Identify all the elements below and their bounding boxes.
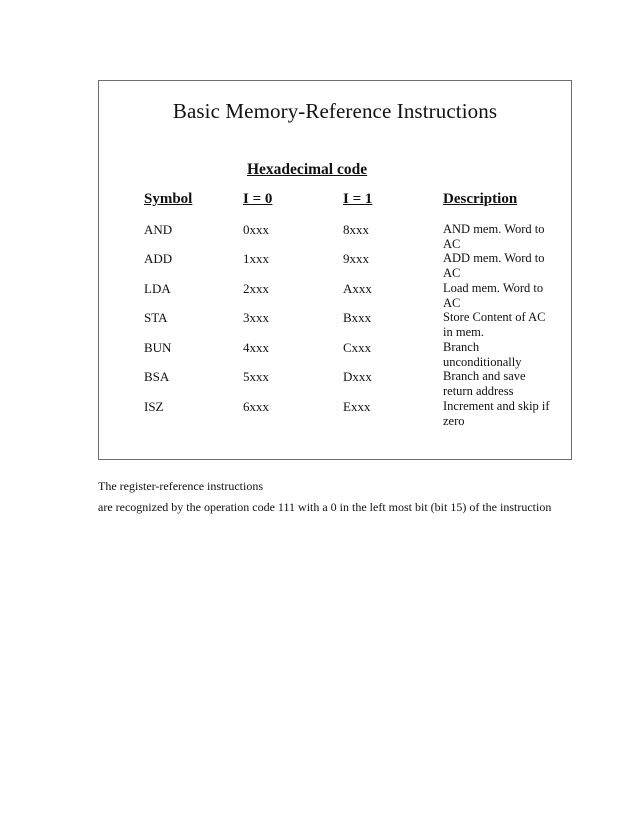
cell-symbol: LDA <box>144 281 171 296</box>
cell-symbol: AND <box>144 222 173 237</box>
hexadecimal-code-header: Hexadecimal code <box>247 161 368 178</box>
cell-description: Branch unconditionally <box>443 340 522 369</box>
column-header-symbol: Symbol <box>144 191 193 207</box>
cell-i1: 9xxx <box>343 251 369 266</box>
column-header-i0: I = 0 <box>243 191 273 207</box>
cell-i0: 3xxx <box>243 310 269 325</box>
cell-i0: 1xxx <box>243 251 269 266</box>
cell-description: AND mem. Word to AC <box>443 222 545 251</box>
table-row <box>99 310 571 340</box>
cell-i0: 0xxx <box>243 222 269 237</box>
body-text-line: are recognized by the operation code 111 with a 0 in the left most bit (bit 15) of the instruction <box>98 500 552 514</box>
cell-i1: Cxxx <box>343 340 372 355</box>
cell-symbol: ADD <box>144 251 173 266</box>
figure-title: Basic Memory-Reference Instructions <box>172 99 498 123</box>
cell-symbol: BSA <box>144 369 170 384</box>
table-row <box>99 222 571 252</box>
cell-symbol: BUN <box>144 340 172 355</box>
cell-description: ADD mem. Word to AC <box>443 251 545 280</box>
table-row <box>99 251 571 281</box>
cell-i0: 4xxx <box>243 340 269 355</box>
column-header-i1: I = 1 <box>343 191 373 207</box>
cell-symbol: ISZ <box>144 399 164 414</box>
cell-description: Branch and save return address <box>443 369 526 398</box>
cell-i0: 6xxx <box>243 399 269 414</box>
cell-i0: 2xxx <box>243 281 269 296</box>
cell-i1: Bxxx <box>343 310 372 325</box>
table-row <box>99 281 571 311</box>
body-text-line: The register-reference instructions <box>98 479 264 493</box>
cell-i1: Exxx <box>343 399 371 414</box>
table-row <box>99 340 571 370</box>
table-row <box>99 369 571 399</box>
table-row <box>99 399 571 429</box>
cell-i0: 5xxx <box>243 369 269 384</box>
cell-description: Store Content of AC in mem. <box>443 310 546 339</box>
cell-description: Load mem. Word to AC <box>443 281 544 310</box>
column-header-description: Description <box>443 191 518 207</box>
cell-i1: Dxxx <box>343 369 372 384</box>
cell-description: Increment and skip if zero <box>443 399 550 428</box>
instruction-table-figure <box>98 80 572 460</box>
cell-i1: 8xxx <box>343 222 369 237</box>
cell-i1: Axxx <box>343 281 372 296</box>
cell-symbol: STA <box>144 310 168 325</box>
